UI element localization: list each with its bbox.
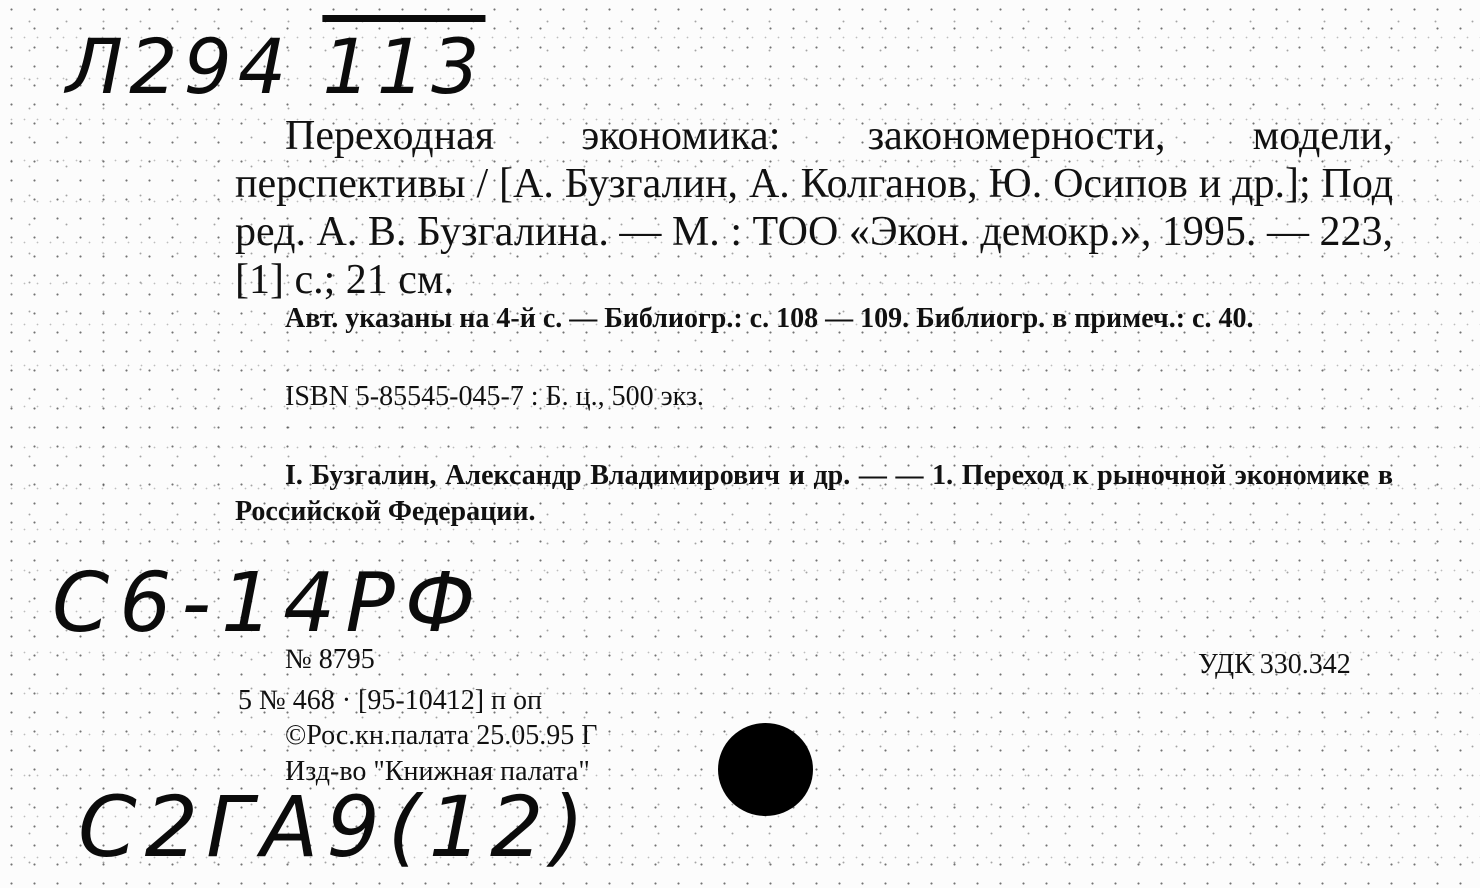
bibliographic-notes: Авт. указаны на 4-й с. — Библиогр.: с. 108 — 109. Библиогр. в примеч.: с. 40. bbox=[285, 303, 1254, 334]
copyright-line: ©Рос.кн.палата 25.05.95 Г bbox=[285, 720, 598, 751]
record-number: № 8795 bbox=[285, 644, 375, 675]
punch-hole bbox=[718, 723, 813, 816]
handwritten-classification: С6-14РФ bbox=[52, 556, 486, 651]
publisher-line: Изд-во "Книжная палата" bbox=[285, 756, 590, 787]
record-number-2: 5 № 468 · [95-10412] п оп bbox=[238, 685, 542, 716]
isbn-line: ISBN 5-85545-045-7 : Б. ц., 500 экз. bbox=[285, 381, 704, 412]
handwritten-shelfmark bbox=[66, 22, 485, 111]
bibliographic-description: Переходная экономика: закономерности, модели, перспективы / [А. Бузгалин, А. Колганов, Ю. Осипов и др.]; Под ред. А. В. Бузгалина. — М. : ТОО «Экон. демокр.», 1995. — 223,[1] с.; 21 см. bbox=[235, 113, 1393, 303]
tracings: I. Бузгалин, Александр Владимирович и др. — — 1. Переход к рыночной экономике в Российской Федерации. bbox=[235, 460, 1393, 527]
udk-code: УДК 330.342 bbox=[1198, 649, 1351, 680]
handwritten-shelfmark-overlined: 113 bbox=[322, 22, 486, 111]
handwritten-shelfmark-main: Л294 bbox=[66, 22, 293, 111]
handwritten-call-number: С2ГА9(12) bbox=[78, 778, 593, 876]
